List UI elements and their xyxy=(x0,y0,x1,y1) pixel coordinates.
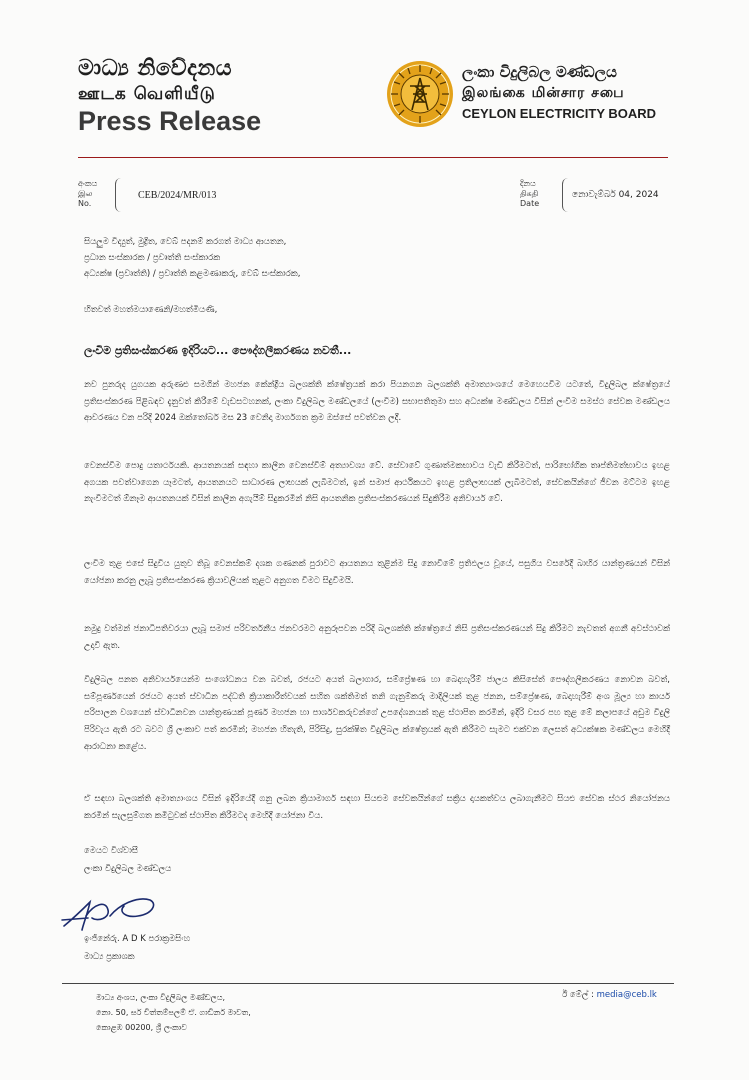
salutation: හිතවත් මහත්මයාණෙනි/මහත්මියණි, xyxy=(84,305,218,315)
addressee-line: අධ්‍යක්ෂ (ප්‍රවෘත්ති) / ප්‍රවෘත්ති කළමණාකරු, වෙබ් සංස්කාරක, xyxy=(84,269,301,279)
body-paragraph-5: විදුලිබල පනත අනිවාර්යයෙන්ම සංශෝධනය වන බවත්, රජයට අයත් බලාගාර, සම්ප්‍රේෂණ හා බෙදාහැරීම් ජාලය කිසිසේත් පෞද්ගලීකරණය නොවන බවත්, සම්පූර්ණයෙන් රජයට අයත් ස්වාධීන පද්ධති ක්‍රියාකාරීත්වයක් සහිත ශක්තිමත් තනි ගැනුම්කරු මාදිලියක් තුළ ජනන, සම්ප්‍රේෂණ, බෙදාහැරීම් අංශ මූල්‍ය හා කාර්ය පරිපාලන වශයෙන් ස්වාධීනවන යාන්ත්‍රණයක් පූර්ණ මහජන හා පාර්ශවකරුවන්ගේ උපදේශනයක් තුළ ස්ථාපිත කරමින්, ඉදිරි වසර පහ තුළ මේ කලාපයේ අඩුම විදුලි පිරිවැය ඇති රට බවට ශ්‍රී ලංකාව පත් කරමින්; මහජන හිතැති, පිරිසිදු, සුරක්ෂිත විදුලිබල ක්ෂේත්‍රයක් ඇති කිරීමට සැමට එක්වන ලෙසත් අධ්‍යක්ෂක මණ්ඩලය මෙහිදී ආරාධනා කළේය. xyxy=(84,675,670,752)
date-brace xyxy=(562,178,568,212)
body-paragraph-3: ලංවිම තුළ එසේ සිදුවිය යුතුව තිබූ වෙනස්කම් දශක ගණනක් පුරාවට ආයතනය තුළින්ම සිදු නොවීමේ ප්‍රතිඵලය වූයේ, පසුගිය වසරේදී බාහිර යාන්ත්‍රණයන් විසින් යෝජනා කරනු ලැබූ ප්‍රතිසංස්කරණ ක්‍රියාවලියක් තුළට අනුගත වීමට සිදුවීමයි. xyxy=(84,559,670,586)
reference-number: CEB/2024/MR/013 xyxy=(138,190,217,201)
header-divider xyxy=(78,157,668,158)
press-release-heading xyxy=(78,56,261,136)
ref-label-sinhala: අංකය xyxy=(78,179,98,188)
footer-divider xyxy=(62,983,674,984)
address-line: කොළඹ 00200, ශ්‍රී ලංකාව xyxy=(96,1023,187,1032)
org-name-english: CEYLON ELECTRICITY BOARD xyxy=(462,106,657,121)
title-english: Press Release xyxy=(78,106,262,136)
ref-label-english: No. xyxy=(78,199,92,208)
reference-brace xyxy=(115,178,121,212)
title-sinhala: මාධ්‍ය නිවේදනය xyxy=(78,56,233,81)
signatory-name: ඉංජිනේරු. A D K පරාක්‍රමසිංහ xyxy=(84,934,191,944)
closing-block xyxy=(84,842,171,878)
body-paragraph-4: නමුදු වත්මන් ජනාධිපතිවරයා ලැබූ සමාජ පරිවර්තනීය ජනවරමට අනුරූපවන පරිදි බලශක්ති ක්ෂේත්‍රයේ නිසි ප්‍රතිසංස්කරණයන් සිදු කිරීමට නැවතත් අගනී අවස්ථාවක් උදාවී ඇත. xyxy=(84,624,670,651)
signatory-title: මාධ්‍ය ප්‍රකාශක xyxy=(84,952,135,962)
date-label-tamil: திகதி xyxy=(520,189,539,198)
footer-address xyxy=(96,990,251,1035)
title-tamil: ஊடக வெளியீடு xyxy=(78,84,216,104)
signatory-block xyxy=(84,930,190,966)
org-name-sinhala: ලංකා විදුලිබල මණ්ඩලය xyxy=(462,63,617,81)
date-label-sinhala: දිනය xyxy=(520,179,536,188)
addressee-block xyxy=(84,234,300,282)
address-line: මාධ්‍ය අංශය, ලංකා විදුලිබල මණ්ඩලය, xyxy=(96,993,225,1002)
handwritten-signature xyxy=(58,886,168,936)
subject-line: ලංවිම ප්‍රතිසංස්කරණ ඉදිරියට... පෞද්ගලීකරණය නවතී... xyxy=(84,344,352,357)
address-line: නො. 50, සර් චිත්තම්පලම් ඒ. ගාඩිනර් මාවත, xyxy=(96,1008,251,1017)
organisation-name xyxy=(462,62,656,124)
sign-off: මෙයට විශ්වාසී xyxy=(84,846,139,856)
email-link[interactable]: media@ceb.lk xyxy=(596,990,657,1000)
addressee-line: ප්‍රධාන සංස්කාරක / ප්‍රවෘත්ති සංස්කාරක xyxy=(84,253,221,263)
body-paragraph-2: වෙනස්වීම පොදු යතාර්ථයකි. ආයතනයක් සඳහා කාලීන වෙනස්වීම් අත්‍යාවශ්‍ය වේ. සේවාවේ ගුණාත්මකභාවය වැඩි කිරීමටත්, පාරිභෝගික තෘප්තිමත්භාවය ඉහළ අගයක පවත්වාගෙන යෑමටත්, ආයතනයට සාධාරණ ලාභයක් ලැබීමටත්, ඉන් සමාජ ආර්ථිකයට ඉහළ ප්‍රතිලාභයක් ලැබීමටත්, සේවකයින්ගේ ජීවන මට්ටම ඉහළ නැංවීමටත් ඕනෑම ආයතනයක් විසින් කාලීන අගැයීම් සිදුකරමින් නිසි ආයතනික ප්‍රතිසංස්කරණයන් සිදුකිරීම අනිවාර්ය වේ. xyxy=(84,461,670,505)
closing-org: ලංකා විදුලිබල මණ්ඩලය xyxy=(84,864,172,874)
body-paragraph-6: ඒ සඳහා බලශක්ති අමාත්‍යාංශය විසින් ඉදිරියේදී ගනු ලබන ක්‍රියාමාර්ග සඳහා සියළුම සේවකයින්ගේ සක්‍රිය දායකත්වය ලබාගැනීමට සියළු සේවක ස්ථර නියෝජනය කරමින් සැලසුම්ගත කමිටුවක් ස්ථාපිත කිරීමටද මෙහිදී යෝජනා විය. xyxy=(84,794,670,821)
date-label xyxy=(520,179,539,209)
body-paragraph-1: නව පුනරුද යුගයක අරුණළු සමගින් මහජන කේන්ද්‍රීය බලශක්ති ක්ෂේත්‍රයක් කරා පියනගන බලශක්ති අමාත්‍යාංශයේ මෙහෙයවීම යටතේ, විදුලිබල ක්ෂේත්‍රයේ ප්‍රතිසංස්කරණ පිළිබඳව දැනුවත් කිරීමේ වැඩසටහනක්, ලංකා විදුලිබල මණ්ඩලයේ (ලංවිම) සභාපතිතුමා සහ අධ්‍යක්ෂ මණ්ඩලය විසින් ලංවිම සමස්ථ සේවක මණ්ඩලය ආවරණය වන පරිදි 2024 ඔක්තෝබර් මස 23 වෙනිදා මාර්ගගත ක්‍රම ඔස්සේ පවත්වන ලදී. xyxy=(84,380,670,424)
date-label-english: Date xyxy=(520,199,540,208)
addressee-line: සියලුම විද්‍යුත්, මුද්‍රිත, වෙබ් පදනම් කරගත් මාධ්‍ය ආයතන, xyxy=(84,237,287,247)
footer-email xyxy=(562,990,657,1000)
ceb-logo-icon xyxy=(386,60,454,128)
ref-label-tamil: இல xyxy=(78,189,93,198)
org-name-tamil: இலங்கை மின்சார சபை xyxy=(462,85,625,101)
reference-label xyxy=(78,179,97,209)
release-date: නොවැම්බර් 04, 2024 xyxy=(572,190,659,200)
email-label: ඊ මේල් : xyxy=(562,990,594,1000)
